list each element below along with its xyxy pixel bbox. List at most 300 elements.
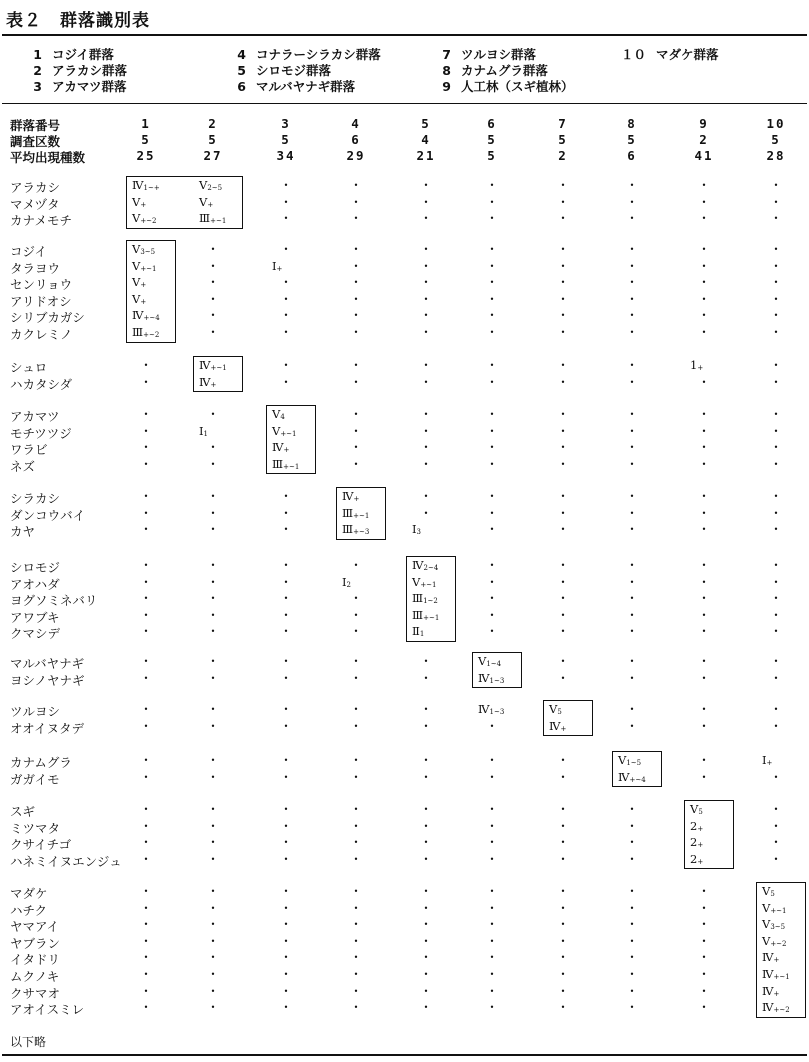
cell-absent: • <box>210 577 216 587</box>
cell-absent: • <box>629 721 635 731</box>
legend-number: １０ <box>620 47 646 62</box>
cell-absent: • <box>489 838 495 848</box>
cell-absent: • <box>283 805 289 814</box>
species-name: オオイヌタデ <box>10 720 85 736</box>
cell-absent: • <box>773 805 779 814</box>
cell-absent: • <box>489 772 495 782</box>
cell-absent: • <box>143 920 149 930</box>
cell-absent: • <box>423 311 429 321</box>
cell-value: $Ⅳ_+$ <box>549 718 567 733</box>
cell-absent: • <box>423 508 429 518</box>
cell-absent: • <box>773 594 779 604</box>
cell-absent: • <box>143 721 149 731</box>
cell-absent: • <box>423 328 429 337</box>
cell-absent: • <box>353 377 359 387</box>
cell-absent: • <box>283 181 289 190</box>
cell-absent: • <box>489 821 495 831</box>
cell-value: $Ⅴ_{1\sim 5}$ <box>618 753 642 767</box>
cell-absent: • <box>701 426 707 436</box>
cell-absent: • <box>701 594 707 604</box>
cell-absent: • <box>143 525 149 535</box>
cell-absent: • <box>773 181 779 190</box>
cell-absent: • <box>629 986 635 996</box>
cell-absent: • <box>629 426 635 436</box>
cell-absent: • <box>143 577 149 587</box>
cell-absent: • <box>773 492 779 501</box>
cell-value: $Ⅳ_{1\sim 3}$ <box>478 670 505 685</box>
cell-value: $2_+$ <box>690 851 704 866</box>
legend-item <box>437 77 574 95</box>
cell-absent: • <box>560 627 566 637</box>
cell-absent: • <box>283 887 289 896</box>
cell-absent: • <box>560 657 566 666</box>
cell-absent: • <box>701 953 707 963</box>
cell-absent: • <box>423 721 429 731</box>
cell-absent: • <box>283 610 289 620</box>
cell-absent: • <box>489 197 495 207</box>
cell-absent: • <box>283 1003 289 1013</box>
header-value: 29 <box>346 148 366 163</box>
cell-absent: • <box>701 278 707 288</box>
cell-value: $2_+$ <box>690 835 704 850</box>
legend-item <box>612 45 719 63</box>
cell-value: $Ⅴ_{3\sim 5}$ <box>762 917 786 932</box>
cell-absent: • <box>560 492 566 501</box>
cell-absent: • <box>773 328 779 337</box>
cell-absent: • <box>353 854 359 864</box>
cell-absent: • <box>489 970 495 979</box>
cell-absent: • <box>143 426 149 436</box>
cell-absent: • <box>353 361 359 370</box>
cell-absent: • <box>353 920 359 930</box>
cell-absent: • <box>283 673 289 683</box>
cell-absent: • <box>560 328 566 337</box>
cell-absent: • <box>560 756 566 765</box>
cell-value: $Ⅴ_{+\sim 1}$ <box>272 423 297 438</box>
cell-absent: • <box>489 492 495 501</box>
cell-value: $Ⅴ_{3\sim 5}$ <box>132 242 156 256</box>
cell-absent: • <box>560 610 566 620</box>
cell-absent: • <box>353 627 359 637</box>
cell-absent: • <box>701 294 707 304</box>
cell-absent: • <box>423 278 429 288</box>
cell-absent: • <box>560 970 566 979</box>
cell-absent: • <box>560 214 566 224</box>
cell-absent: • <box>283 377 289 387</box>
cell-absent: • <box>143 821 149 831</box>
cell-absent: • <box>353 426 359 436</box>
cell-absent: • <box>143 970 149 979</box>
cell-absent: • <box>560 197 566 207</box>
cell-absent: • <box>489 311 495 321</box>
cell-absent: • <box>210 821 216 831</box>
cell-absent: • <box>283 525 289 535</box>
legend-number: 3 <box>33 79 42 94</box>
cell-absent: • <box>489 278 495 288</box>
cell-absent: • <box>489 377 495 387</box>
cell-absent: • <box>353 772 359 782</box>
cell-absent: • <box>353 953 359 963</box>
cell-absent: • <box>283 492 289 501</box>
cell-value: $2_+$ <box>690 818 704 833</box>
cell-absent: • <box>423 838 429 848</box>
legend-name: コナラーシラカシ群落 <box>256 47 381 62</box>
cell-value: $Ⅲ_{+\sim 3}$ <box>342 522 370 537</box>
cell-absent: • <box>143 854 149 864</box>
cell-absent: • <box>353 805 359 814</box>
cell-absent: • <box>423 377 429 387</box>
species-name: コジイ <box>10 244 47 259</box>
cell-absent: • <box>773 197 779 207</box>
cell-absent: • <box>629 705 635 714</box>
cell-value: $Ⅱ_1$ <box>412 624 425 639</box>
cell-absent: • <box>489 525 495 535</box>
species-name: ヨグソミネバリ <box>10 593 98 609</box>
cell-absent: • <box>701 561 707 570</box>
legend-item <box>28 77 127 95</box>
cell-absent: • <box>773 721 779 731</box>
cell-absent: • <box>423 214 429 224</box>
cell-absent: • <box>773 245 779 254</box>
cell-absent: • <box>423 920 429 930</box>
header-value: 4 <box>421 132 431 147</box>
legend-name: アカマツ群落 <box>52 79 127 94</box>
cell-value: $Ⅲ_{+\sim 1}$ <box>199 211 227 226</box>
cell-absent: • <box>773 772 779 782</box>
cell-absent: • <box>143 705 149 714</box>
cell-absent: • <box>773 426 779 436</box>
bottom-rule <box>2 1054 807 1056</box>
cell-absent: • <box>423 294 429 304</box>
cell-absent: • <box>210 903 216 913</box>
cell-absent: • <box>629 278 635 288</box>
cell-value: $Ⅰ_3$ <box>412 522 422 537</box>
cell-absent: • <box>353 610 359 620</box>
cell-absent: • <box>283 721 289 731</box>
cell-absent: • <box>423 443 429 453</box>
cell-absent: • <box>283 278 289 288</box>
cell-absent: • <box>210 705 216 714</box>
cell-absent: • <box>629 854 635 864</box>
cell-absent: • <box>283 756 289 765</box>
cell-absent: • <box>283 328 289 337</box>
cell-absent: • <box>701 577 707 587</box>
cell-absent: • <box>629 594 635 604</box>
cell-value: $Ⅳ_{2\sim 4}$ <box>412 558 439 572</box>
cell-absent: • <box>210 525 216 535</box>
cell-value: $Ⅴ_5$ <box>690 802 703 816</box>
cell-absent: • <box>489 627 495 637</box>
cell-absent: • <box>143 756 149 765</box>
cell-absent: • <box>143 657 149 666</box>
cell-absent: • <box>560 838 566 848</box>
cell-absent: • <box>701 673 707 683</box>
species-name: モチツツジ <box>10 425 72 441</box>
header-value: 7 <box>558 116 568 131</box>
cell-absent: • <box>423 410 429 419</box>
cell-value: $Ⅴ_{1\sim 4}$ <box>478 654 502 668</box>
top-rule <box>2 34 807 36</box>
cell-absent: • <box>143 936 149 946</box>
cell-absent: • <box>423 903 429 913</box>
cell-value: $Ⅳ_+$ <box>342 489 360 503</box>
cell-absent: • <box>489 986 495 996</box>
species-name: イタドリ <box>10 952 61 968</box>
cell-absent: • <box>701 1003 707 1013</box>
species-name: アカマツ <box>10 409 60 424</box>
cell-absent: • <box>773 508 779 518</box>
cell-absent: • <box>423 756 429 765</box>
header-label-plots: 調査区数 <box>10 134 61 149</box>
cell-value: $Ⅴ_+$ <box>132 275 147 290</box>
cell-absent: • <box>629 525 635 535</box>
cell-value: $Ⅴ_+$ <box>132 291 147 306</box>
diagnostic-box <box>612 751 662 787</box>
cell-absent: • <box>629 508 635 518</box>
legend-number: 2 <box>33 63 42 78</box>
cell-value: $Ⅴ_+$ <box>132 194 147 209</box>
header-value: 9 <box>699 116 709 131</box>
species-name: アオハダ <box>10 576 60 592</box>
species-name: ヨシノヤナギ <box>10 672 85 688</box>
cell-absent: • <box>489 459 495 469</box>
cell-absent: • <box>143 492 149 501</box>
cell-absent: • <box>353 721 359 731</box>
cell-absent: • <box>353 756 359 765</box>
header-value: 2 <box>208 116 218 131</box>
species-name: カヤ <box>10 524 36 540</box>
species-name: クサマオ <box>10 985 61 1001</box>
cell-absent: • <box>701 377 707 387</box>
header-value: 6 <box>487 116 497 131</box>
cell-absent: • <box>283 577 289 587</box>
cell-absent: • <box>560 459 566 469</box>
cell-absent: • <box>423 245 429 254</box>
species-name: シュロ <box>10 360 48 375</box>
cell-absent: • <box>210 410 216 419</box>
cell-absent: • <box>560 577 566 587</box>
cell-absent: • <box>353 986 359 996</box>
cell-absent: • <box>701 705 707 714</box>
cell-absent: • <box>489 294 495 304</box>
cell-absent: • <box>210 561 216 570</box>
legend-number: 6 <box>237 79 246 94</box>
cell-absent: • <box>353 821 359 831</box>
cell-absent: • <box>283 627 289 637</box>
cell-absent: • <box>489 721 495 731</box>
cell-absent: • <box>143 410 149 419</box>
cell-absent: • <box>701 887 707 896</box>
cell-absent: • <box>143 838 149 848</box>
legend-number: 8 <box>442 63 451 78</box>
species-name: マルバヤナギ <box>10 656 85 671</box>
cell-absent: • <box>283 294 289 304</box>
cell-absent: • <box>701 181 707 190</box>
cell-absent: • <box>773 627 779 637</box>
cell-absent: • <box>701 986 707 996</box>
cell-absent: • <box>489 936 495 946</box>
cell-absent: • <box>143 953 149 963</box>
cell-absent: • <box>210 261 216 271</box>
header-label-community-no: 群落番号 <box>10 118 61 133</box>
cell-absent: • <box>489 410 495 419</box>
cell-absent: • <box>353 887 359 896</box>
cell-absent: • <box>629 610 635 620</box>
cell-absent: • <box>773 294 779 304</box>
cell-absent: • <box>489 361 495 370</box>
cell-absent: • <box>773 278 779 288</box>
species-name: タラヨウ <box>10 260 61 276</box>
cell-absent: • <box>560 887 566 896</box>
cell-absent: • <box>701 443 707 453</box>
cell-absent: • <box>283 854 289 864</box>
cell-absent: • <box>489 561 495 570</box>
species-name: ミツマタ <box>10 820 61 836</box>
cell-absent: • <box>629 311 635 321</box>
cell-absent: • <box>560 953 566 963</box>
cell-absent: • <box>489 887 495 896</box>
cell-absent: • <box>773 214 779 224</box>
cell-absent: • <box>489 245 495 254</box>
diagnostic-box <box>472 652 522 688</box>
cell-absent: • <box>629 181 635 190</box>
cell-absent: • <box>773 410 779 419</box>
legend-number: 9 <box>442 79 451 94</box>
species-name: スギ <box>10 804 36 819</box>
cell-absent: • <box>489 920 495 930</box>
cell-absent: • <box>701 328 707 337</box>
cell-absent: • <box>629 361 635 370</box>
cell-absent: • <box>210 673 216 683</box>
cell-absent: • <box>210 838 216 848</box>
cell-absent: • <box>489 610 495 620</box>
cell-value: $Ⅴ_{+\sim 1}$ <box>762 900 787 915</box>
header-value: 5 <box>627 132 637 147</box>
cell-absent: • <box>143 627 149 637</box>
cell-absent: • <box>489 756 495 765</box>
cell-absent: • <box>210 594 216 604</box>
cell-absent: • <box>210 294 216 304</box>
cell-absent: • <box>489 903 495 913</box>
cell-absent: • <box>560 920 566 930</box>
cell-absent: • <box>210 443 216 453</box>
cell-absent: • <box>701 311 707 321</box>
cell-absent: • <box>353 970 359 979</box>
cell-absent: • <box>489 508 495 518</box>
cell-absent: • <box>773 561 779 570</box>
cell-absent: • <box>210 610 216 620</box>
cell-value: $Ⅴ_{2\sim 5}$ <box>199 178 223 192</box>
cell-absent: • <box>353 594 359 604</box>
cell-absent: • <box>629 953 635 963</box>
cell-absent: • <box>629 577 635 587</box>
cell-absent: • <box>560 311 566 321</box>
cell-absent: • <box>560 278 566 288</box>
cell-absent: • <box>353 181 359 190</box>
cell-absent: • <box>629 197 635 207</box>
cell-absent: • <box>423 181 429 190</box>
cell-absent: • <box>629 214 635 224</box>
cell-absent: • <box>353 245 359 254</box>
cell-absent: • <box>423 673 429 683</box>
cell-absent: • <box>210 459 216 469</box>
cell-absent: • <box>773 459 779 469</box>
header-value: 34 <box>276 148 296 163</box>
cell-absent: • <box>423 197 429 207</box>
cell-absent: • <box>629 459 635 469</box>
cell-absent: • <box>560 525 566 535</box>
cell-absent: • <box>560 854 566 864</box>
cell-absent: • <box>701 459 707 469</box>
header-value: 6 <box>627 148 637 163</box>
cell-absent: • <box>773 261 779 271</box>
cell-absent: • <box>210 953 216 963</box>
header-value: 2 <box>699 132 709 147</box>
cell-absent: • <box>489 443 495 453</box>
cell-value: $Ⅳ_{+\sim 4}$ <box>132 308 160 323</box>
cell-absent: • <box>353 443 359 453</box>
cell-value: $Ⅴ_+$ <box>199 194 214 209</box>
diagnostic-box <box>126 240 176 343</box>
cell-absent: • <box>629 673 635 683</box>
cell-absent: • <box>143 673 149 683</box>
cell-absent: • <box>489 426 495 436</box>
cell-absent: • <box>423 970 429 979</box>
cell-absent: • <box>423 261 429 271</box>
cell-absent: • <box>629 377 635 387</box>
cell-absent: • <box>560 986 566 996</box>
cell-absent: • <box>629 838 635 848</box>
cell-value: $Ⅴ_{+\sim 1}$ <box>132 258 157 273</box>
header-value: 5 <box>487 132 497 147</box>
cell-absent: • <box>143 508 149 518</box>
cell-value: $Ⅳ_{+\sim 2}$ <box>762 1000 790 1015</box>
species-name: クマシデ <box>10 626 61 642</box>
diagnostic-box <box>543 700 593 736</box>
cell-absent: • <box>353 328 359 337</box>
cell-absent: • <box>423 854 429 864</box>
cell-absent: • <box>489 854 495 864</box>
cell-absent: • <box>283 508 289 518</box>
cell-absent: • <box>701 492 707 501</box>
species-name: アオイスミレ <box>10 1002 85 1018</box>
cell-absent: • <box>629 657 635 666</box>
cell-absent: • <box>143 443 149 453</box>
cell-absent: • <box>560 805 566 814</box>
cell-absent: • <box>283 903 289 913</box>
cell-absent: • <box>560 772 566 782</box>
cell-absent: • <box>283 245 289 254</box>
cell-value: $Ⅲ_{1\sim 2}$ <box>412 591 438 606</box>
cell-absent: • <box>489 261 495 271</box>
cell-value: $Ⅳ_+$ <box>762 950 780 965</box>
cell-absent: • <box>560 821 566 831</box>
cell-absent: • <box>423 953 429 963</box>
cell-absent: • <box>283 821 289 831</box>
cell-absent: • <box>489 594 495 604</box>
cell-absent: • <box>143 377 149 387</box>
species-name: ムクノキ <box>10 969 60 984</box>
species-name: ハカタシダ <box>10 376 73 392</box>
cell-absent: • <box>210 657 216 666</box>
cell-absent: • <box>629 936 635 946</box>
cell-absent: • <box>210 508 216 518</box>
cell-absent: • <box>210 756 216 765</box>
header-value: 5 <box>141 132 151 147</box>
species-name: シラカシ <box>10 491 61 506</box>
cell-absent: • <box>629 970 635 979</box>
cell-absent: • <box>629 443 635 453</box>
